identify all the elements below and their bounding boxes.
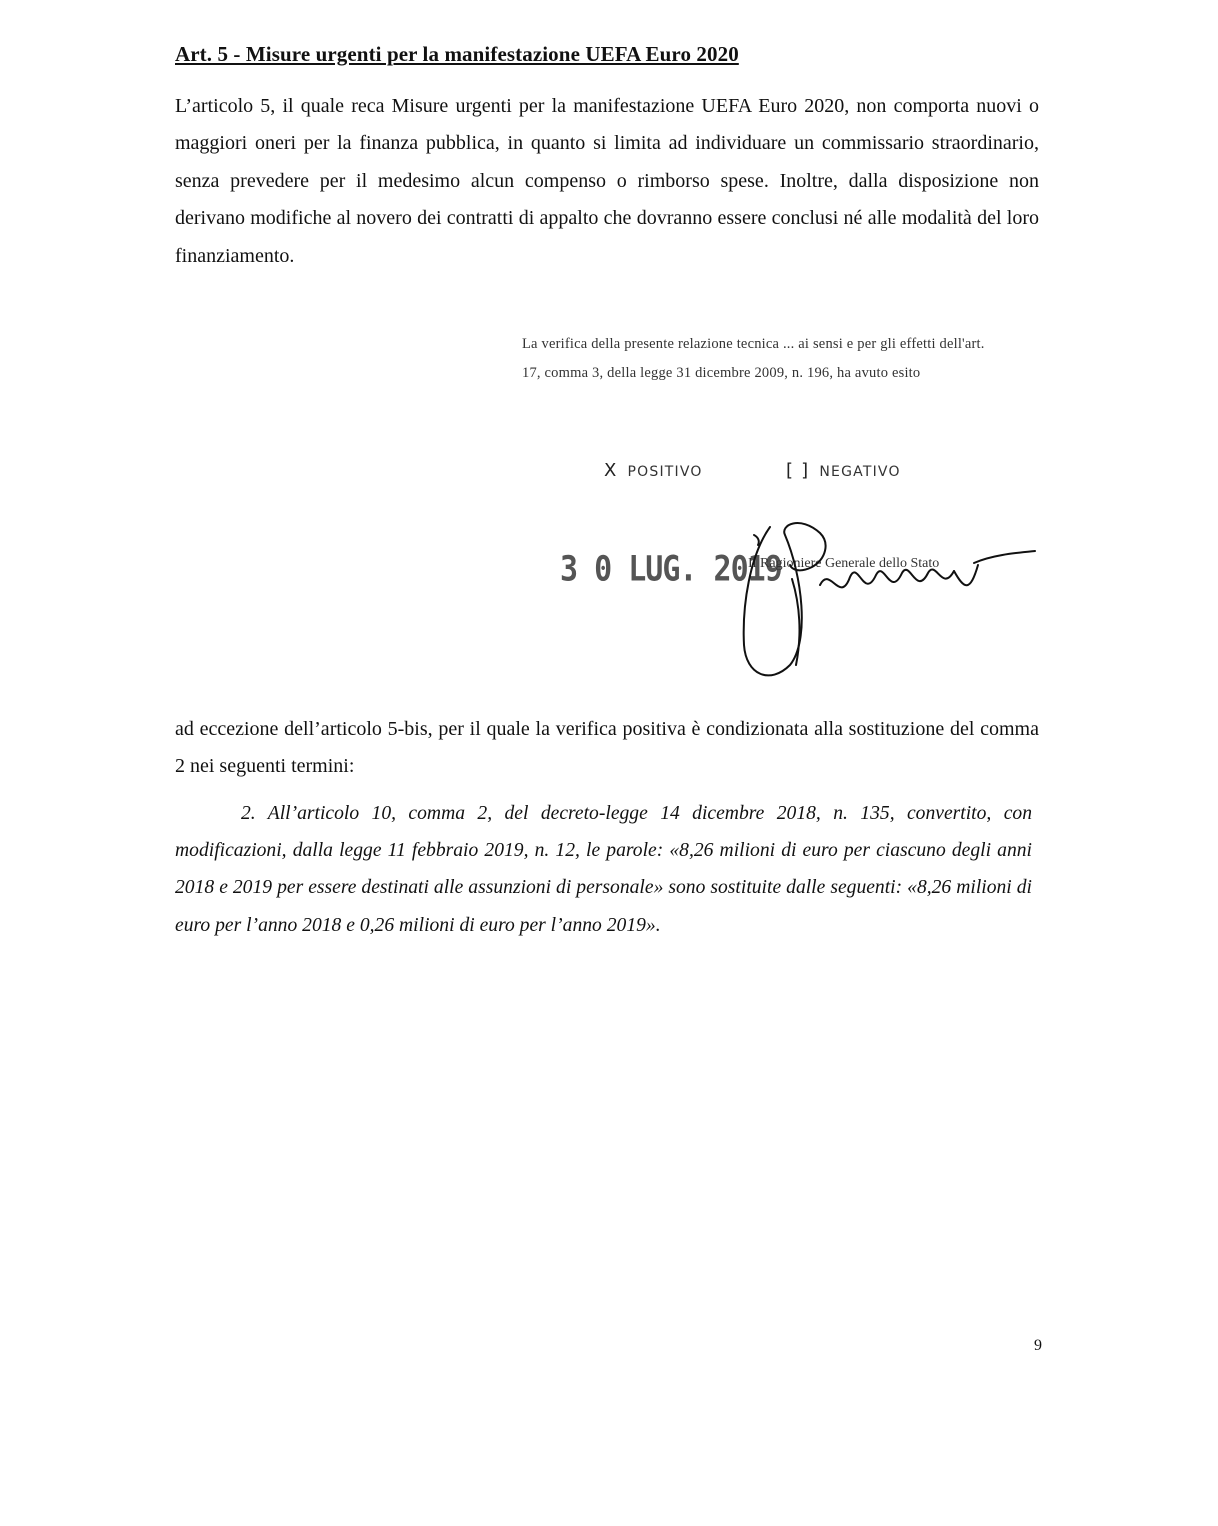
negative-label: NEGATIVO	[819, 464, 901, 480]
handwritten-signature	[730, 515, 1040, 690]
paragraph-article-5-bis: ad eccezione dell’articolo 5-bis, per il quale la verifica positiva è condizionata alla sostituzione del comma 2 nei seguenti termini:	[175, 718, 1039, 778]
article-heading: Art. 5 - Misure urgenti per la manifestazione UEFA Euro 2020	[175, 42, 739, 66]
positive-checkbox-mark: X	[604, 460, 618, 481]
negative-option	[786, 460, 901, 481]
verification-stamp-text: La verifica della presente relazione tecnica ... ai sensi e per gli effetti dell'art. 17, comma 3, della legge 31 dicembre 2009, n. 196, ha avuto esito	[522, 336, 985, 381]
negative-checkbox-mark: [ ]	[786, 460, 810, 481]
paragraph-article-5: L’articolo 5, il quale reca Misure urgenti per la manifestazione UEFA Euro 2020, non comporta nuovi o maggiori oneri per la finanza pubblica, in quanto si limita ad individuare un commissario straordinario, senza prevedere per il medesimo alcun compenso o rimborso spese. Inoltre, dalla disposizione non derivano modifiche al novero dei contratti di appalto che dovranno essere conclusi né alle modalità del loro finanziamento.	[175, 95, 1039, 267]
replacement-text-quote: 2. All’articolo 10, comma 2, del decreto-legge 14 dicembre 2018, n. 135, convertito, con modificazioni, dalla legge 11 febbraio 2019, n. 12, le parole: «8,26 milioni di euro per ciascuno degli anni 2018 e 2019 per essere destinati alle assunzioni di personale» sono sostituite dalle seguenti: «8,26 milioni di euro per l’anno 2018 e 0,26 milioni di euro per l’anno 2019».	[175, 803, 1032, 936]
date-stamp: 3 0 LUG. 2019	[560, 549, 782, 590]
signer-title: Il Ragioniere Generale dello Stato	[748, 556, 940, 571]
positive-option	[604, 460, 703, 481]
page-number: 9	[1034, 1337, 1042, 1354]
positive-label: POSITIVO	[627, 464, 703, 480]
